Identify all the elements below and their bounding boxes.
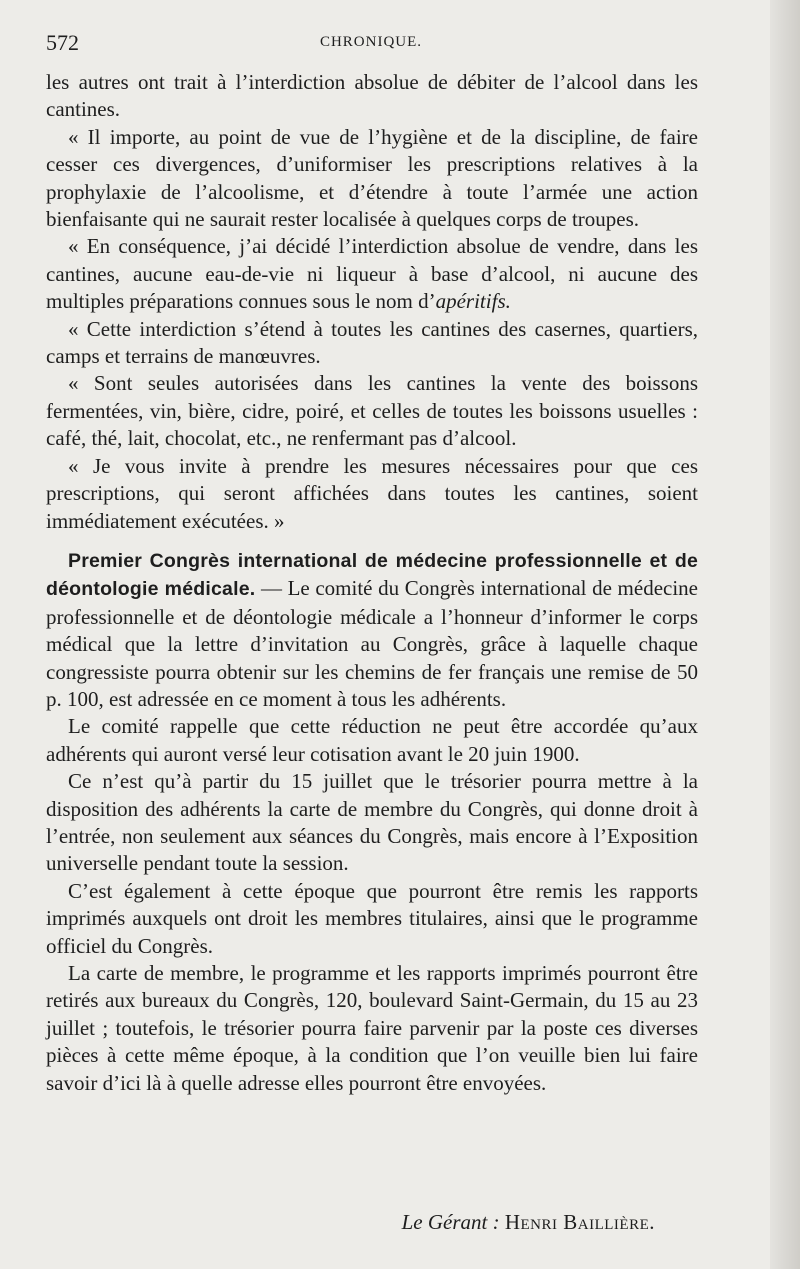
- paragraph-8: Le comité rappelle que cette réduction ne peut être accordée qu’aux adhérents qui auront versé leur cotisation avant le 20 juin 1900.: [46, 714, 698, 766]
- paragraph-4: « Cette interdiction s’étend à toutes les cantines des casernes, quartiers, camps et terrains de manœuvres.: [46, 316, 698, 369]
- page-body: [46, 69, 698, 1097]
- section-heading: Premier Congrès international de médecine professionnelle et de déontologie médicale.: [46, 549, 698, 601]
- signature-name: Henri Baillière.: [504, 1210, 655, 1234]
- paragraph-3: [46, 233, 698, 315]
- paragraph-9: Ce n’est qu’à partir du 15 juillet que le trésorier pourra mettre à la disposition des adhérents la carte de membre du Congrès, qui donne droit à l’entrée, non seulement aux séances du Congrès, mais encore à l’Exposition universelle pendant toute la session.: [46, 769, 698, 876]
- paragraph-11: La carte de membre, le programme et les rapports imprimés pourront être retirés aux bureaux du Congrès, 120, boulevard Saint-Germain, du 15 au 23 juillet ; toutefois, le trésorier pourra faire parvenir par la poste ces diverses pièces à cette même époque, à la condition que l’on veuille bien lui faire savoir d’ici là à quelle adresse elles pourront être envoyées.: [46, 961, 698, 1095]
- paragraph-2: « Il importe, au point de vue de l’hygiène et de la discipline, de faire cesser ces divergences, d’uniformiser les prescriptions relatives à la prophylaxie de l’alcoolisme, et d’étendre à toute l’armée une action bienfaisante qui ne saurait rester localisée à quelques corps de troupes.: [46, 124, 698, 232]
- page-edge-shadow: [770, 0, 800, 1269]
- page-header: [46, 26, 696, 58]
- paragraph-10: C’est également à cette époque que pourront être remis les rapports imprimés auxquels ont droit les membres titulaires, ainsi que le programme officiel du Congrès.: [46, 878, 698, 958]
- paragraph-3-italic: apéritifs.: [435, 289, 511, 314]
- paragraph-1: les autres ont trait à l’interdiction absolue de débiter de l’alcool dans les cantines.: [46, 70, 698, 122]
- paragraph-7-text: — Le comité du Congrès international de médecine professionnelle et de déontologie médicale a l’honneur d’informer le corps médical que la lettre d’invitation au Congrès, grâce à laquelle chaque congressiste pourra obtenir sur les chemins de fer français une remise de 50 p. 100, est adressée en ce moment à tous les adhérents.: [46, 576, 698, 711]
- paragraph-3-text: « En conséquence, j’ai décidé l’interdiction absolue de vendre, dans les cantines, aucune eau-de-vie ni liqueur à base d’alcool, ni aucune des multiples préparations connues sous le nom d’: [46, 234, 698, 314]
- paragraph-5: « Sont seules autorisées dans les cantines la vente des boissons fermentées, vin, bière, cidre, poiré, et celles de toutes les boissons usuelles : café, thé, lait, chocolat, etc., ne renfermant pas d’alcool.: [46, 371, 698, 451]
- paragraph-7: [46, 547, 698, 713]
- paragraph-6: « Je vous invite à prendre les mesures nécessaires pour que ces prescriptions, qui seront affichées dans toutes les cantines, soient immédiatement exécutées. »: [46, 453, 698, 533]
- signature-label: Le Gérant :: [401, 1210, 500, 1234]
- page-number: 572: [46, 30, 79, 55]
- signature: [402, 1210, 655, 1235]
- running-title: CHRONIQUE.: [319, 34, 423, 50]
